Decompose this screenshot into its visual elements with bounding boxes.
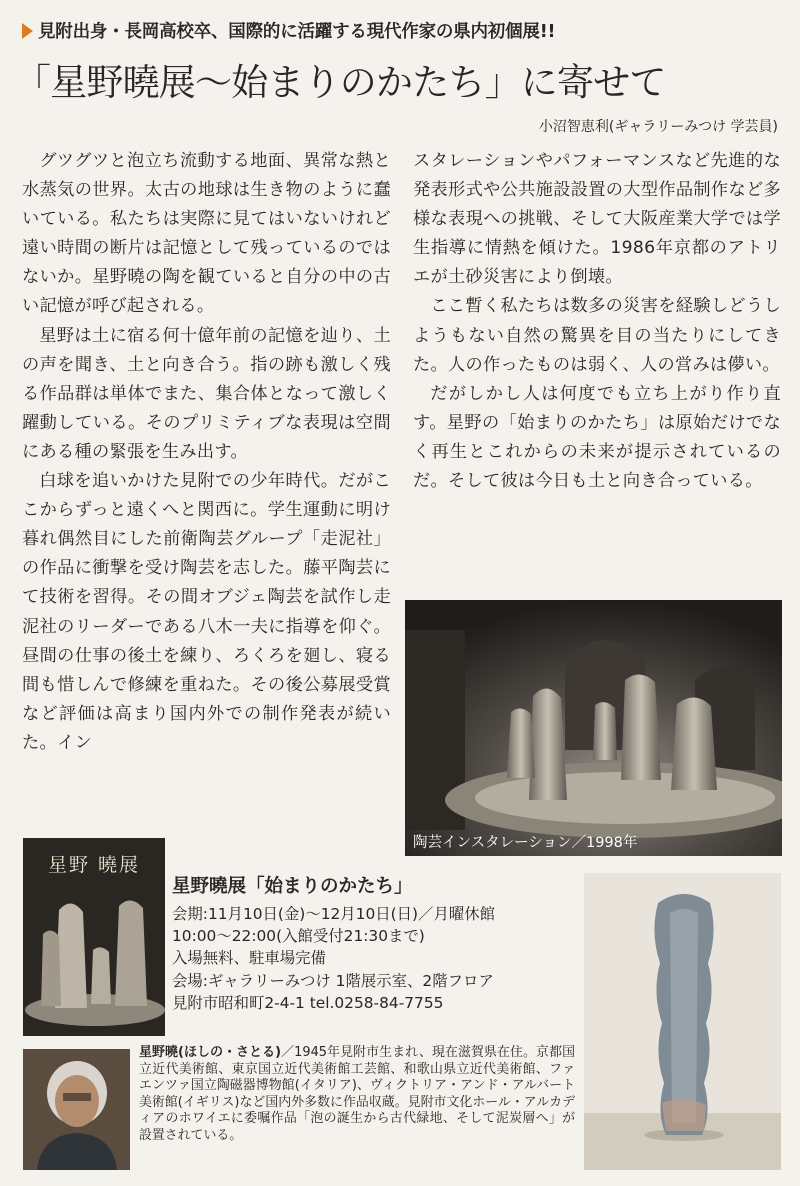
paragraph-continued: スタレーションやパフォーマンスなど先進的な発表形式や公共施設設置の大型作品制作など多様な表現への挑戦、そして大阪産業大学では学生指導に情熱を傾けた。1986年京都のアトリエが土砂災害により倒壊。 <box>413 151 781 288</box>
exhibition-admission: 入場無料、駐車場完備 <box>172 949 326 968</box>
paragraph: だがしかし人は何度でも立ち上がり作り直す。星野の「始まりのかたち」は原始だけでなく再生とこれからの未来が提示されているのだ。そして彼は今日も土と向き合っている。 <box>413 383 781 492</box>
portrait-illustration <box>23 1049 130 1170</box>
paragraph: 星野は土に宿る何十億年前の記憶を辿り、土の声を聞き、土と向き合う。指の跡も激しく残る作品群は単体でまた、集合体となって激しく躍動している。そのプリミティブな表現は空間にある種の緊張を生み出す。 <box>22 325 391 462</box>
exhibition-title: 星野曉展「始まりのかたち」 <box>172 876 413 897</box>
sculpture-illustration <box>584 873 781 1170</box>
artist-bio <box>139 1045 575 1145</box>
exhibition-poster <box>23 838 165 1036</box>
exhibition-address: 見附市昭和町2-4-1 tel.0258-84-7755 <box>172 993 444 1012</box>
poster-title: 星野 曉展 <box>47 854 141 876</box>
orange-triangle-icon <box>22 23 33 39</box>
installation-illustration <box>405 600 782 856</box>
byline: 小沼智恵利(ギャラリーみつけ 学芸員) <box>538 119 778 135</box>
artist-portrait <box>23 1049 130 1170</box>
headline-kicker <box>22 18 555 43</box>
installation-photo <box>405 600 782 856</box>
exhibition-hours: 10:00〜22:00(入館受付21:30まで) <box>172 927 425 946</box>
exhibition-info <box>172 872 572 1014</box>
exhibition-period: 会期:11月10日(金)〜12月10日(日)／月曜休館 <box>172 905 496 923</box>
photo-caption: 陶芸インスタレーション／1998年 <box>413 835 638 851</box>
paragraph: ここ暫く私たちは数多の災害を経験しどうしようもない自然の驚異を目の当たりにしてきた。人の作ったものは弱く、人の営みは儚い。 <box>413 296 781 375</box>
kicker-text: 見附出身・長岡高校卒、国際的に活躍する現代作家の県内初個展!! <box>38 22 556 42</box>
paragraph: グツグツと泡立ち流動する地面、異常な熱と水蒸気の世界。太古の地球は生き物のように蠢いている。私たちは実際に見てはいないけれど遠い時間の断片は記憶として残っているのではないか。星野曉の陶を観ていると自分の中の古い記憶が呼び起される。 <box>22 151 391 317</box>
article-column-right <box>413 147 781 496</box>
sculpture-photo <box>584 873 781 1170</box>
artist-bio-text: ／1945年見附市生まれ、現在滋賀県在住。京都国立近代美術館、東京国立近代美術館工芸館、和歌山県立近代美術館、ファエンツァ国立陶磁器博物館(イタリア)、ヴィクトリア・アンド・アルバート美術館(イギリス)など国内外多数に作品収蔵。見附市文化ホール・アルカディアのホワイエに委嘱作品「泡の誕生から古代緑地、そして泥炭層へ」が設置されている。 <box>139 1045 575 1143</box>
exhibition-venue: 会場:ギャラリーみつけ 1階展示室、2階フロア <box>172 971 494 990</box>
artist-name: 星野曉(ほしの・さとる) <box>139 1045 282 1060</box>
article-title: 「星野曉展〜始まりのかたち」に寄せて <box>14 61 666 104</box>
article-column-left <box>22 147 391 758</box>
paragraph: 白球を追いかけた見附での少年時代。だがここからずっと遠くへと関西に。学生運動に明け暮れ偶然目にした前衛陶芸グループ「走泥社」の作品に衝撃を受け陶芸を志した。藤平陶芸にて技術を習得。その間オブジェ陶芸を試作し走泥社のリーダーである八木一夫に指導を仰ぐ。昼間の仕事の後土を練り、ろくろを廻し、寝る間も惜しんで修練を重ねた。その後公募展受賞など評価は高まり国内外での制作発表が続いた。イン <box>22 471 391 753</box>
